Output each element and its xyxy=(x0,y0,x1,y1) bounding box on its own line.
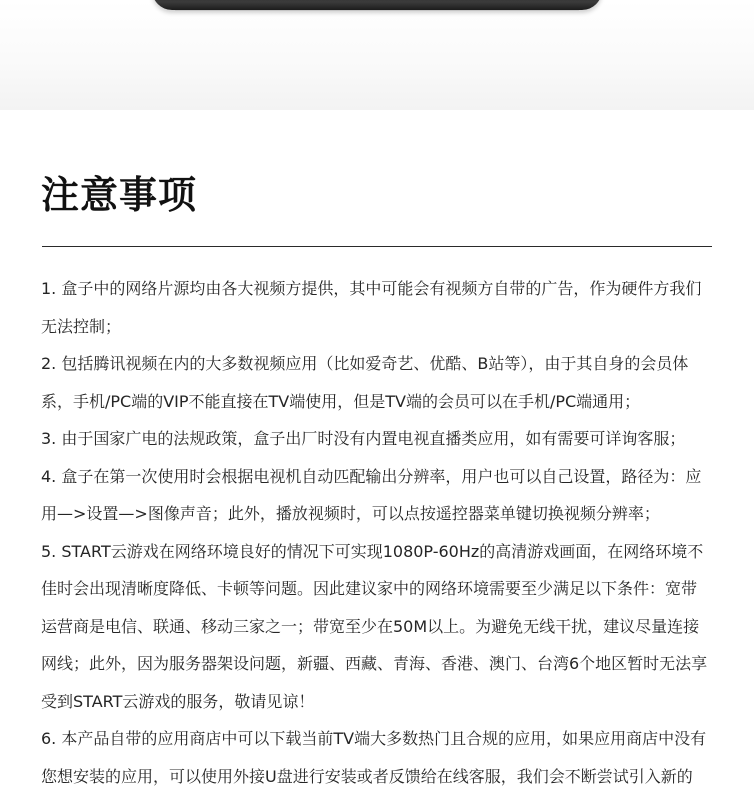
device-shadow-line xyxy=(175,10,579,11)
note-item-6: 6. 本产品自带的应用商店中可以下载当前TV端大多数热门且合规的应用，如果应用商店中没有您想安装的应用，可以使用外接U盘进行安装或者反馈给在线客服，我们会不断尝试引入新的 xyxy=(41,729,707,786)
page-title: 注意事项 xyxy=(41,173,198,217)
note-item-4: 4. 盒子在第一次使用时会根据电视机自动匹配输出分辨率，用户也可以自己设置，路径为：应用—>设置—>图像声音；此外，播放视频时，可以点按遥控器菜单键切换视频分辨率； xyxy=(41,466,702,523)
note-item-3: 3. 由于国家广电的法规政策，盒子出厂时没有内置电视直播类应用，如有需要可详询客服； xyxy=(41,429,686,448)
note-item-2: 2. 包括腾讯视频在内的大多数视频应用（比如爱奇艺、优酷、B站等），由于其自身的会员体系，手机/PC端的VIP不能直接在TV端使用，但是TV端的会员可以在手机/PC端通用； xyxy=(41,354,689,411)
note-item-1: 1. 盒子中的网络片源均由各大视频方提供，其中可能会有视频方自带的广告，作为硬件方我们无法控制； xyxy=(41,279,702,336)
product-photo-strip xyxy=(0,0,754,110)
notice-section xyxy=(0,110,754,790)
tv-box-device-image xyxy=(152,0,602,10)
note-item-5: 5. START云游戏在网络环境良好的情况下可实现1080P-60Hz的高清游戏画面，在网络环境不佳时会出现清晰度降低、卡顿等问题。因此建议家中的网络环境需要至少满足以下条件：宽带运营商是电信、联通、移动三家之一；带宽至少在50M以上。为避免无线干扰，建议尽量连接网线；此外，因为服务器架设问题，新疆、西藏、青海、香港、澳门、台湾6个地区暂时无法享受到START云游戏的服务，敬请见谅！ xyxy=(41,541,708,711)
notes-list xyxy=(41,270,711,795)
title-divider xyxy=(42,246,712,247)
